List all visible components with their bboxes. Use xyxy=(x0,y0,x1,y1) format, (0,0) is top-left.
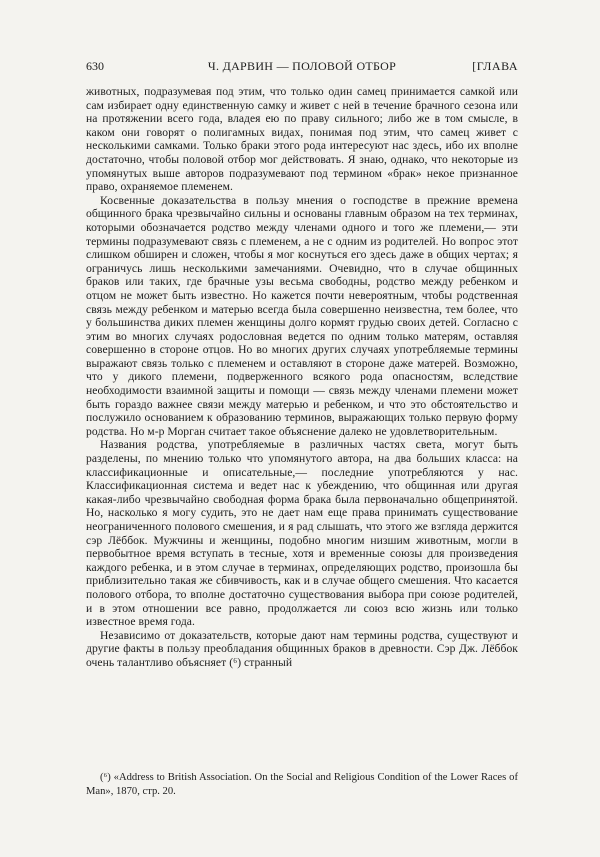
running-header xyxy=(86,58,518,74)
paragraph-1: животных, подразумевая под этим, что только один самец принимается самкой или сам избирает одну единственную самку и живет с ней в течение брачного сезона или на протяжении всего года, владея ею по праву сильного; либо же в том смысле, в каком они говорят о полигамных видах, понимая под этим, что самец живет с несколькими самками. Только браки этого рода интересуют нас здесь, ибо их вполне достаточно, чтобы половой отбор мог действовать. Я знаю, однако, что некоторые из упомянутых выше авторов подразумевают под термином «брак» некое признанное право, охраняемое племенем. xyxy=(86,85,518,194)
paragraph-2: Косвенные доказательства в пользу мнения о господстве в прежние времена общинного брака чрезвычайно сильны и основаны главным образом на тех терминах, которыми обозначается родство между членами одного и того же племени,— эти термины подразумевают связь с племенем, а не с одним из родителей. Но вопрос этот слишком обширен и сложен, чтобы я мог коснуться его здесь даже в общих чертах; я ограничусь лишь несколькими замечаниями. Очевидно, что в случае общинных браков или таких, где брачные узы весьма свободны, родство между ребенком и отцом не может быть известно. Но кажется почти невероятным, чтобы родственная связь между ребенком и матерью всегда была совершенно неизвестна, тем более, что у большинства диких племен женщины долго кормят грудью своих детей. Согласно с этим во многих случаях родословная ведется по одним только матерям, оставляя совершенно в стороне отцов. Но во многих других случаях употребляемые термины выражают связь только с племенем и оставляют в стороне даже матерей. Возможно, что у дикого племени, подверженного всякого рода опасностям, вследствие необходимости взаимной защиты и помощи — связь между членами племени может быть гораздо важнее связи между матерью и ребенком, и что это обстоятельство и послужило основанием к образованию терминов, выражающих только первую форму родства. Но м-р Морган считает такое объяснение далеко не удовлетворительным. xyxy=(86,193,518,438)
paragraph-4: Независимо от доказательств, которые дают нам термины родства, существуют и другие факты в пользу преобладания общинных браков в древности. Сэр Дж. Лёббок очень талантливо объясняет (⁶) странный xyxy=(86,628,518,669)
footnote: (⁶) «Address to British Association. On the Social and Religious Condition of the Lower Races of Man», 1870, стр. 20. xyxy=(86,772,518,797)
main-text xyxy=(86,85,518,670)
page-number: 630 xyxy=(86,59,104,73)
paragraph-3: Названия родства, употребляемые в различных частях света, могут быть разделены, по мнению только что упомянутого автора, на два больших класса: на классификационные и описательные,— последние употребляются у нас. Классификационная система и ведет нас к убеждению, что общинная или другая какая-либо чрезвычайно свободная форма брака была первоначально общепринятой. Но, насколько я могу судить, это не дает нам еще права принимать существование неограниченного полового смешения, и я рад слышать, что этого же взгляда держится сэр Лёббок. Мужчины и женщины, подобно многим низшим животным, могли в первобытное время вступать в тесные, хотя и временные союзы для произведения каждого ребенка, и в этом случае в терминах, определяющих родство, произошла бы приблизительно такая же сбивчивость, как и в случае общего смешения. Что касается полового отбора, то вполне достаточно существования выбора при союзе родителей, и в этом отношении все равно, продолжается ли союз всю жизнь или только известное время года. xyxy=(86,438,518,629)
chapter-label: [ГЛАВА xyxy=(472,59,518,73)
running-title: Ч. ДАРВИН — ПОЛОВОЙ ОТБОР xyxy=(207,59,397,73)
